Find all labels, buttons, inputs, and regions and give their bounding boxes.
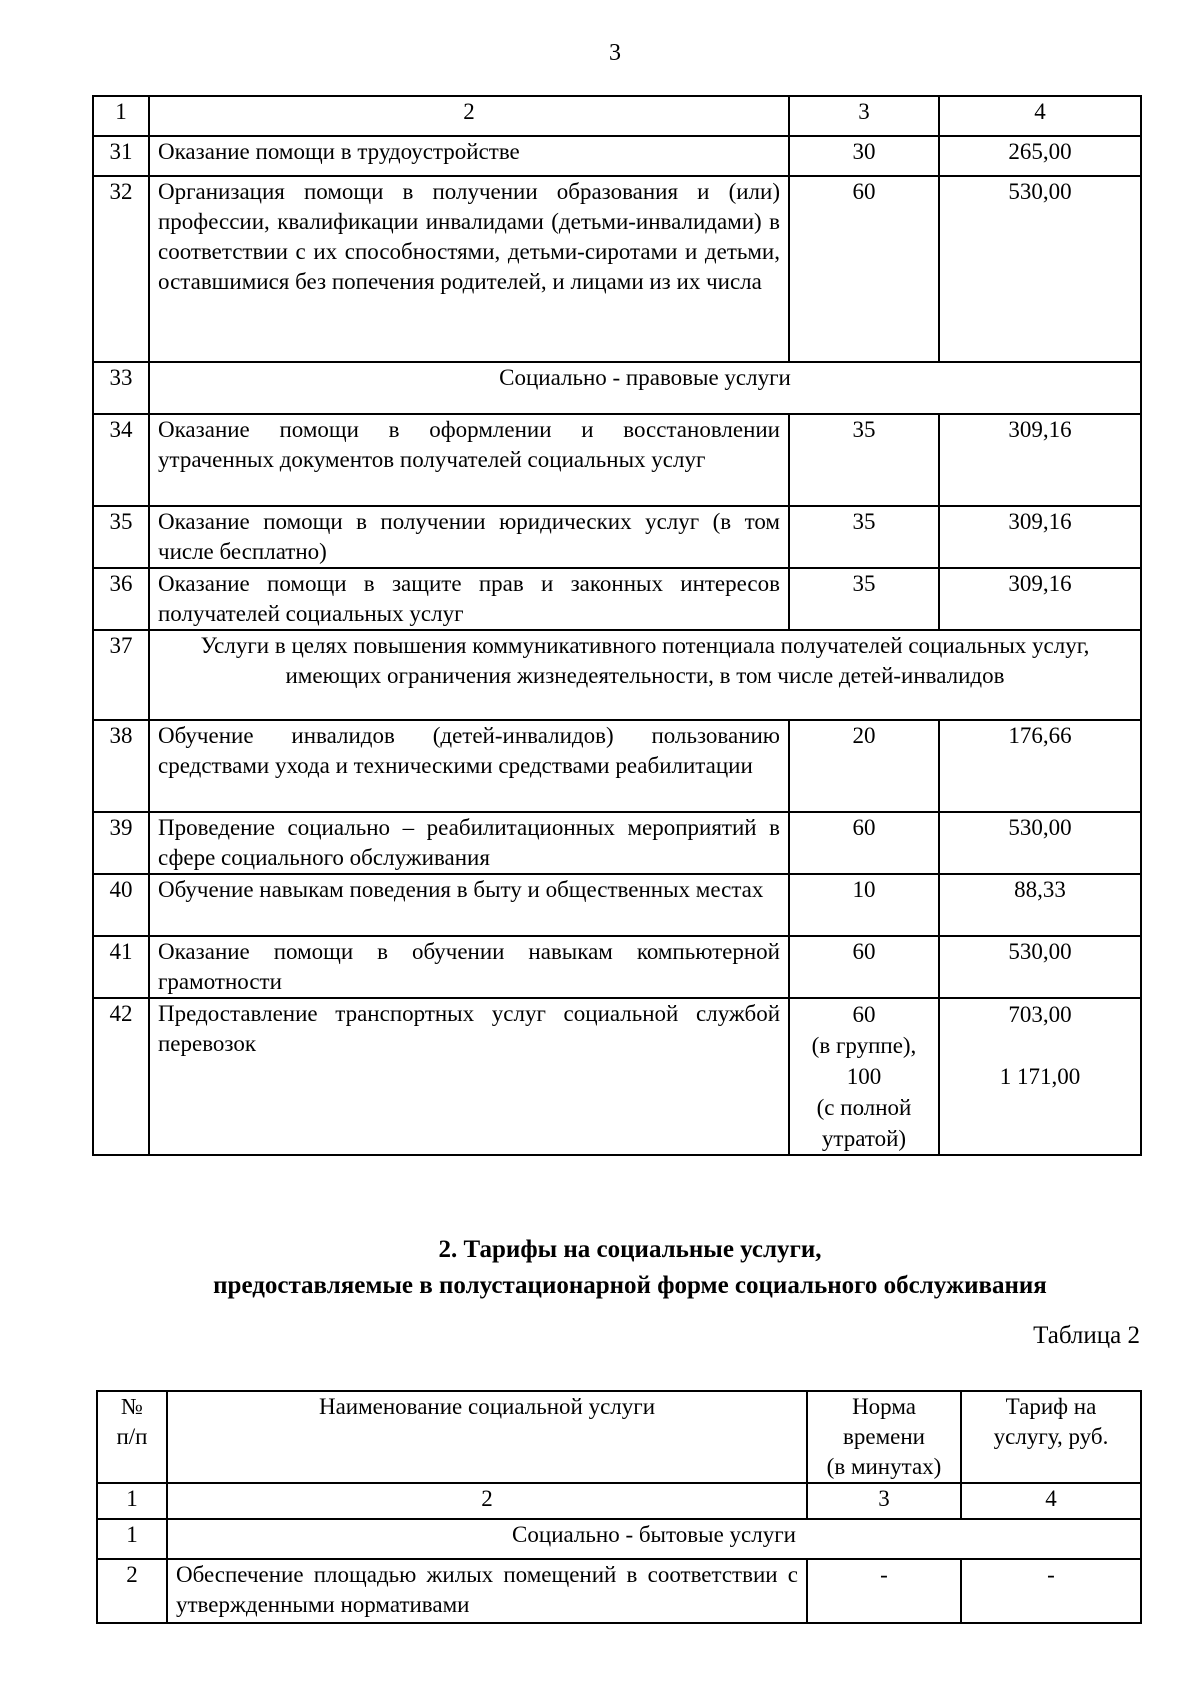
norm-group-value: 60 [852,1002,876,1027]
time-norm: 30 [789,136,939,176]
table-row [93,414,1141,506]
time-norm: 20 [789,720,939,812]
service-name: Обучение инвалидов (детей-инвалидов) пользованию средствами ухода и техническими средствами реабилитации [149,720,789,812]
tariff-group-value: 703,00 [1008,1002,1072,1027]
column-number-cell: 2 [167,1483,807,1519]
row-number: 42 [93,998,149,1155]
section-title-cell: Социально - правовые услуги [149,362,1141,414]
header-time-norm: Норма времени (в минутах) [807,1391,961,1483]
service-name: Оказание помощи в оформлении и восстановлении утраченных документов получателей социальных услуг [149,414,789,506]
row-number: 34 [93,414,149,506]
tariff-value: 530,00 [939,812,1141,874]
row-number: 31 [93,136,149,176]
service-name: Оказание помощи в трудоустройстве [149,136,789,176]
row-number: 41 [93,936,149,998]
norm-full-note: утратой) [821,1126,907,1151]
section-title-cell: Социально - бытовые услуги [167,1519,1141,1559]
section-row [97,1519,1141,1559]
table-row [93,720,1141,812]
time-norm: 35 [789,506,939,568]
section-title-cell: Услуги в целях повышения коммуникативного потенциала получателей социальных услуг, имеющих ограничения жизнедеятельности, в том числе детей-инвалидов [149,630,1141,720]
table-row [93,998,1141,1155]
time-norm: 60 [789,936,939,998]
column-number-cell: 4 [961,1483,1141,1519]
tariff-value: 176,66 [939,720,1141,812]
table-row [93,812,1141,874]
table-row [93,176,1141,362]
tariff-value: - [961,1559,1141,1623]
row-number: 38 [93,720,149,812]
service-name: Проведение социально – реабилитационных мероприятий в сфере социального обслуживания [149,812,789,874]
table-header-row [93,96,1141,136]
column-number-cell: 3 [807,1483,961,1519]
row-number: 37 [93,630,149,720]
row-number: 1 [97,1519,167,1559]
section-row [93,362,1141,414]
tariff-value: 530,00 [939,176,1141,362]
time-norm: 60 [789,176,939,362]
table-row [93,874,1141,936]
header-service-name: Наименование социальной услуги [167,1391,807,1483]
column-number-cell: 1 [97,1483,167,1519]
time-norm: 10 [789,874,939,936]
service-name: Обеспечение площадью жилых помещений в соответствии с утвержденными нормативами [167,1559,807,1623]
tariff-value: 265,00 [939,136,1141,176]
column-number-cell: 3 [789,96,939,136]
tariff-table-1 [92,95,1142,1156]
table-header-row [97,1391,1141,1483]
table-row [93,136,1141,176]
service-name: Организация помощи в получении образования и (или) профессии, квалификации инвалидами (детьми-инвалидами) в соответствии с их способностями, детьми-сиротами и детьми, оставшимися без попечения родителей, и лицами из их числа [149,176,789,362]
norm-group-note: (в группе), [811,1033,917,1058]
header-number: № п/п [97,1391,167,1483]
page-number: 3 [609,40,621,66]
row-number: 2 [97,1559,167,1623]
norm-full-value: 100 [846,1064,882,1089]
table-row [93,506,1141,568]
tariff-table-2 [96,1390,1142,1624]
table-row [93,936,1141,998]
column-number-cell: 2 [149,96,789,136]
section-title-line: предоставляемые в полустационарной форме социального обслуживания [213,1272,1047,1299]
time-norm: - [807,1559,961,1623]
tariff-full-value: 1 171,00 [999,1064,1081,1089]
time-norm: 35 [789,568,939,630]
tariff-value [939,998,1141,1155]
header-tariff: Тариф на услугу, руб. [961,1391,1141,1483]
tariff-value: 309,16 [939,414,1141,506]
service-name: Обучение навыкам поведения в быту и общественных местах [149,874,789,936]
service-name: Предоставление транспортных услуг социальной службой перевозок [149,998,789,1155]
tariff-value: 309,16 [939,568,1141,630]
service-name: Оказание помощи в обучении навыкам компьютерной грамотности [149,936,789,998]
time-norm [789,998,939,1155]
section-title-line: 2. Тарифы на социальные услуги, [438,1236,822,1263]
column-number-cell: 4 [939,96,1141,136]
row-number: 35 [93,506,149,568]
time-norm: 35 [789,414,939,506]
column-numbers-row [97,1483,1141,1519]
row-number: 39 [93,812,149,874]
time-norm: 60 [789,812,939,874]
row-number: 33 [93,362,149,414]
service-name: Оказание помощи в получении юридических услуг (в том числе бесплатно) [149,506,789,568]
section-row [93,630,1141,720]
service-name: Оказание помощи в защите прав и законных интересов получателей социальных услуг [149,568,789,630]
table-row [93,568,1141,630]
table-caption: Таблица 2 [1033,1322,1140,1349]
row-number: 36 [93,568,149,630]
section-title [0,1232,1200,1304]
table-row [97,1559,1141,1623]
row-number: 32 [93,176,149,362]
row-number: 40 [93,874,149,936]
tariff-value: 530,00 [939,936,1141,998]
column-number-cell: 1 [93,96,149,136]
tariff-value: 88,33 [939,874,1141,936]
tariff-value: 309,16 [939,506,1141,568]
norm-full-note: (с полной [816,1095,912,1120]
